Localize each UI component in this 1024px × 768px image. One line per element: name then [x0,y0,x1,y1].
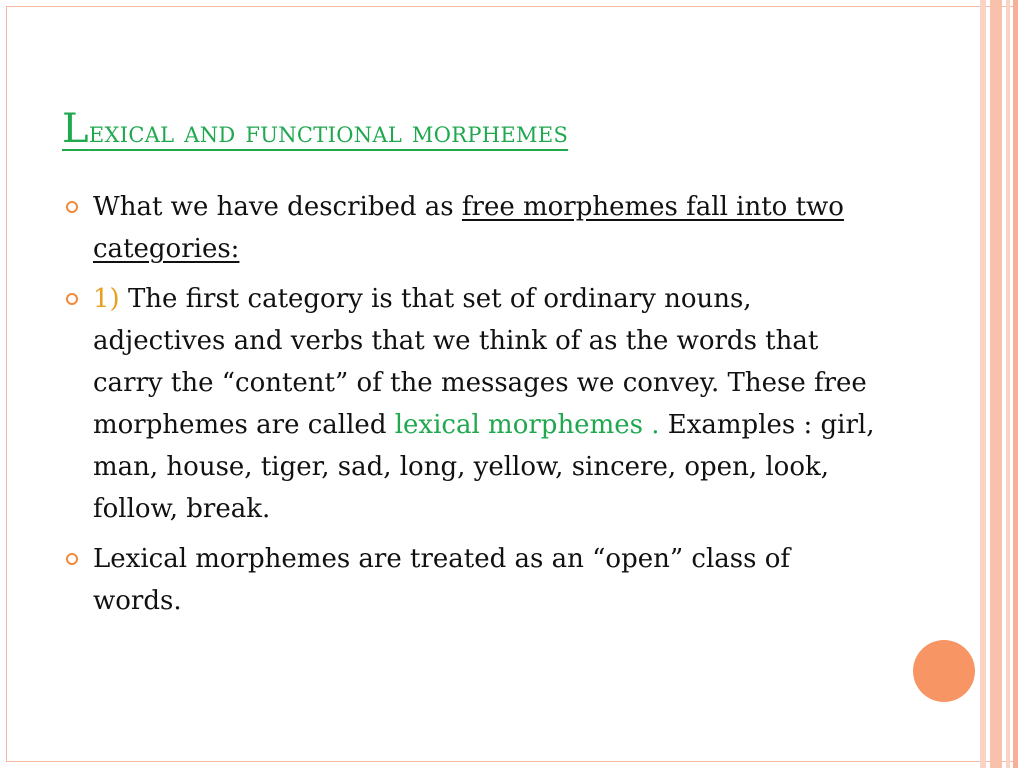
bullet-text-continued: Examples : girl, man, house, tiger, sad, long, yellow, sincere, open, look, follow, break. [93,410,875,524]
bullet-text: The first category is that set of ordinary nouns, adjectives and verbs that we think of as the words that carry the “content” of the messages we convey. These free morphemes are called [93,284,867,440]
slide-title [62,106,568,152]
decorative-stripe [1013,0,1018,768]
decorative-stripe [1006,0,1010,768]
decorative-stripe [980,0,986,768]
bullet-circle-icon [66,201,78,213]
bullet-circle-icon [66,293,78,305]
bullet-text: What we have described as [93,192,462,222]
bullet-number: 1) [93,284,120,314]
bullet-circle-icon [66,553,78,565]
highlight-term: lexical morphemes . [394,410,660,440]
bullet-text: Lexical morphemes are treated as an “open” class of words. [93,544,791,616]
bullet-item [60,186,880,270]
bullet-underlined-text: free morphemes fall into two categories: [93,192,844,264]
decorative-circle [913,640,975,702]
title-rest: exical and functional morphemes [88,115,569,150]
bullet-item [60,278,880,530]
bullet-item [60,538,880,622]
decorative-stripe [990,0,1002,768]
title-initial: L [62,106,89,152]
bullet-list [60,186,880,630]
